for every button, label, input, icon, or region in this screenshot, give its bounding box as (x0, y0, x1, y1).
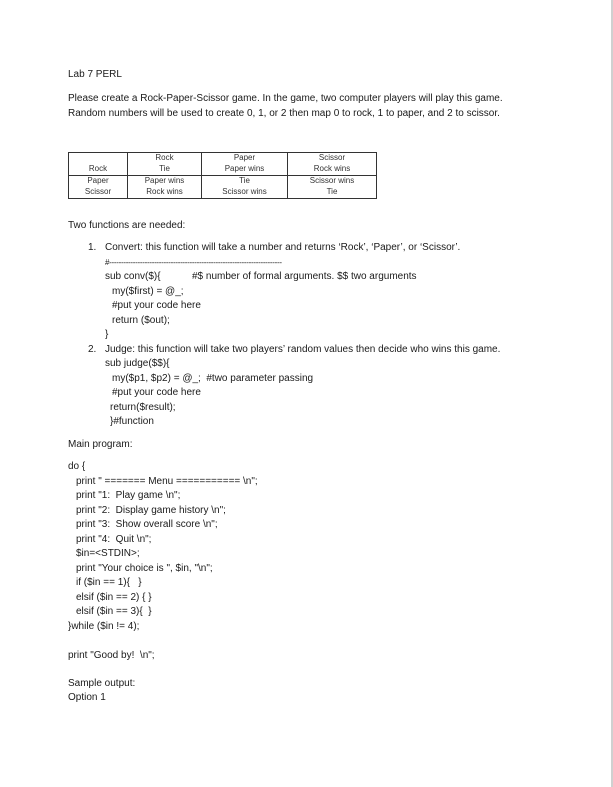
table-cell: Paper wins (128, 176, 202, 188)
table-cell: Rock (69, 164, 128, 176)
code-line: #put your code here (112, 387, 201, 398)
code-line: elsif ($in == 2) { } (76, 592, 152, 603)
text-cursor (376, 165, 377, 174)
list-number: 2. (88, 344, 97, 355)
intro-line-2: Random numbers will be used to create 0, 1, or 2 then map 0 to rock, 1 to paper, and 2 to scissor. (68, 108, 500, 119)
table-cell: Tie (128, 164, 202, 176)
code-line: print "Your choice is ", $in, "\n"; (76, 563, 213, 574)
code-line: sub judge($$){ (105, 358, 170, 369)
code-line: if ($in == 1){ } (76, 577, 142, 588)
option-label: Option 1 (68, 692, 106, 703)
functions-heading: Two functions are needed: (68, 220, 186, 231)
table-cell: Paper wins (202, 164, 288, 176)
code-line: }while ($in != 4); (68, 621, 140, 632)
table-cell: Scissor (69, 187, 128, 199)
code-line: print " ======= Menu =========== \n"; (76, 476, 258, 487)
table-cell (69, 153, 128, 165)
table-cell: Rock (128, 153, 202, 165)
code-line: print "2: Display game history \n"; (76, 505, 226, 516)
table-cell: Paper (202, 153, 288, 165)
code-line: print "4: Quit \n"; (76, 534, 152, 545)
table-row (69, 187, 377, 199)
code-line: print "3: Show overall score \n"; (76, 519, 218, 530)
sample-output-heading: Sample output: (68, 678, 136, 689)
code-line: print "1: Play game \n"; (76, 490, 181, 501)
table-row (69, 164, 377, 176)
table-cell: Tie (202, 176, 288, 188)
code-line: do { (68, 461, 86, 472)
goodbye-line: print "Good by! \n"; (68, 650, 155, 661)
code-line: my($p1, $p2) = @_; #two parameter passing (112, 373, 314, 384)
code-line: $in=<STDIN>; (76, 548, 140, 559)
code-line: #put your code here (112, 300, 201, 311)
code-line: sub conv($){ (105, 271, 161, 282)
code-line: #------------------------------------------------------------------------- (105, 258, 282, 267)
rps-outcome-table (68, 152, 377, 199)
code-line: elsif ($in == 3){ } (76, 606, 152, 617)
list-number: 1. (88, 242, 97, 253)
table-cell: Paper (69, 176, 128, 188)
table-cell: Tie (288, 187, 377, 199)
table-row (69, 176, 377, 188)
convert-description: Convert: this function will take a number and returns ‘Rock’, ‘Paper’, or ‘Scissor’. (105, 242, 461, 253)
table-cell: Rock wins (288, 164, 377, 176)
intro-line-1: Please create a Rock-Paper-Scissor game. In the game, two computer players will play this game. (68, 93, 503, 104)
table-cell: Scissor wins (288, 176, 377, 188)
code-line: } (105, 329, 109, 340)
table-cell: Scissor wins (202, 187, 288, 199)
code-line: return($result); (110, 402, 176, 413)
main-program-heading: Main program: (68, 439, 133, 450)
code-line: my($first) = @_; (112, 286, 184, 297)
table-cell: Rock wins (128, 187, 202, 199)
table-cell: Scissor (288, 153, 377, 165)
code-line: return ($out); (112, 315, 170, 326)
code-comment: #$ number of formal arguments. $$ two arguments (192, 271, 417, 282)
code-line: }#function (110, 416, 154, 427)
document-title: Lab 7 PERL (68, 69, 122, 80)
table-row (69, 153, 377, 165)
judge-description: Judge: this function will take two players’ random values then decide who wins this game. (105, 344, 501, 355)
